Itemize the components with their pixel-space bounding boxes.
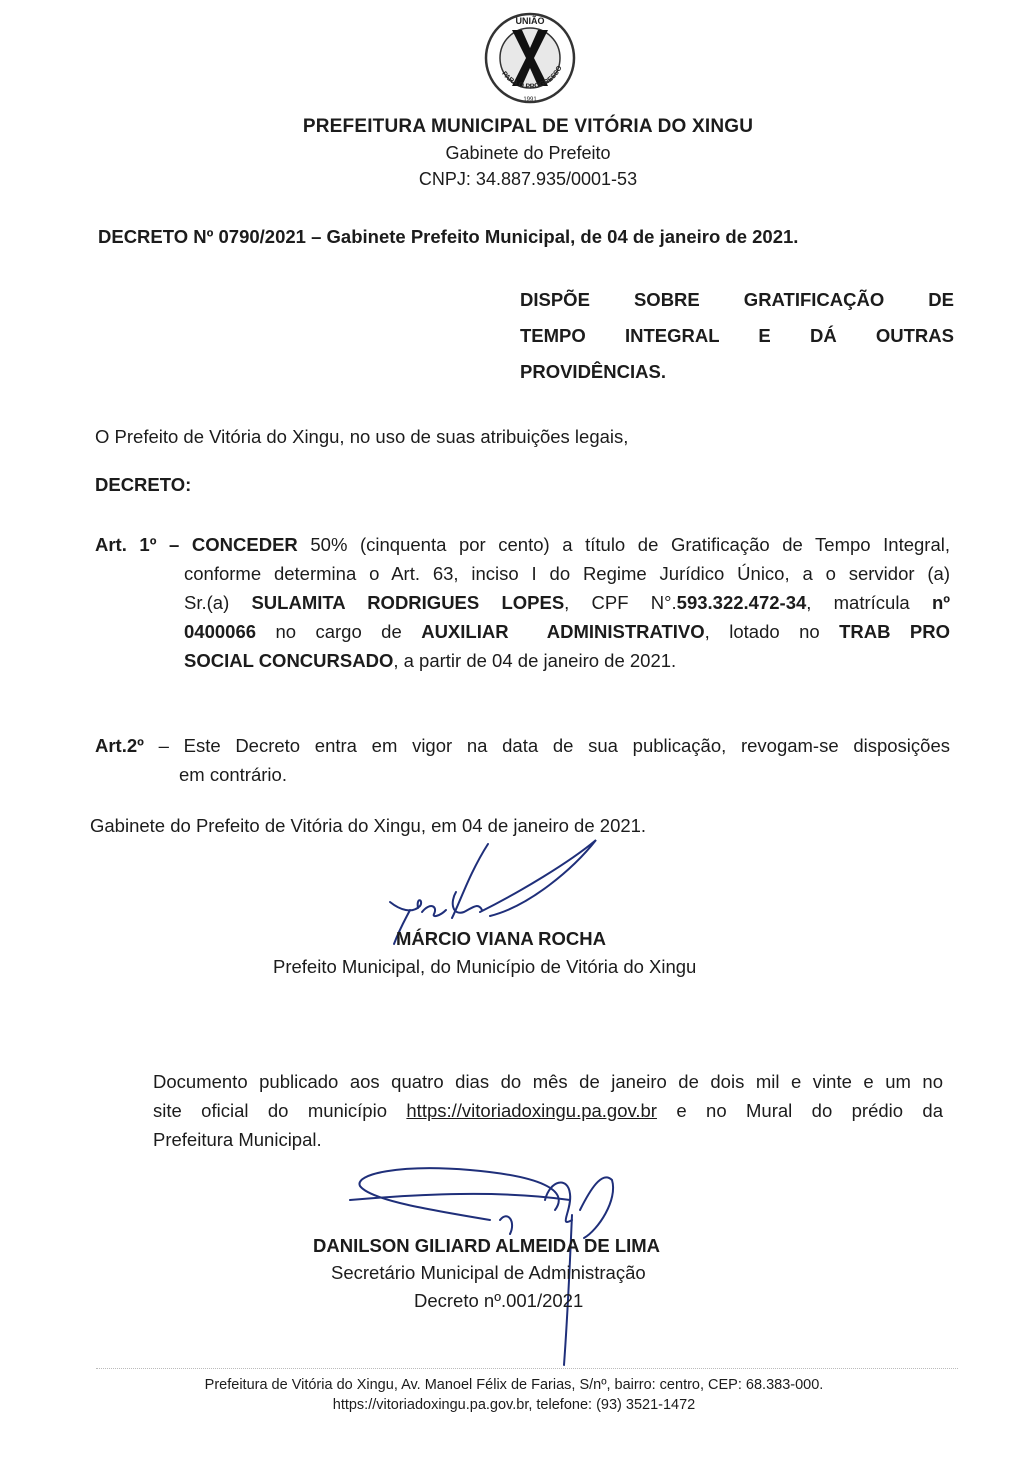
signatory-2-decree-ref: Decreto nº.001/2021 (414, 1290, 584, 1311)
lotacao-part-2: SOCIAL CONCURSADO (184, 650, 394, 671)
preamble: O Prefeito de Vitória do Xingu, no uso de suas atribuições legais, (95, 426, 629, 447)
municipal-seal-icon (480, 8, 580, 108)
ementa-line-2: TEMPO INTEGRAL E DÁ OUTRAS (520, 325, 954, 346)
publication-notice (153, 1067, 943, 1154)
art1-line-5: SOCIAL CONCURSADO, a partir de 04 de janeiro de 2021. (184, 650, 677, 671)
art1-line-3: Sr.(a) SULAMITA RODRIGUES LOPES, CPF N°.593.322.472-34, matrícula nº (184, 592, 951, 613)
art1-line1-text: 50% (cinquenta por cento) a título de Gratificação de Tempo Integral, (310, 534, 950, 555)
footer-contact: https://vitoriadoxingu.pa.gov.br, telefone: (93) 3521-1472 (332, 1397, 696, 1413)
lotacao-part-1: TRAB PRO (839, 621, 950, 642)
closing-line: Gabinete do Prefeito de Vitória do Xingu, em 04 de janeiro de 2021. (90, 815, 647, 836)
servant-cpf: 593.322.472-34 (676, 592, 807, 613)
servant-matricula: 0400066 (184, 621, 257, 642)
footer-divider (96, 1368, 958, 1369)
article-1 (95, 530, 950, 675)
header-title: PREFEITURA MUNICIPAL DE VITÓRIA DO XINGU (302, 116, 754, 137)
art2-line-1: Art.2º – Este Decreto entra em vigor na data de sua publicação, revogam-se disposições (95, 735, 950, 756)
ementa-line-1: DISPÕE SOBRE GRATIFICAÇÃO DE (520, 289, 954, 310)
decree-ementa (520, 282, 954, 390)
seal-year: 1991 (523, 97, 537, 103)
art1-line-1 (95, 530, 950, 559)
signatory-2-name: DANILSON GILIARD ALMEIDA DE LIMA (313, 1235, 661, 1256)
servant-cargo: AUXILIAR ADMINISTRATIVO (421, 621, 705, 642)
art1-label: Art. 1º – (95, 534, 180, 555)
art1-verb: CONCEDER (191, 534, 298, 555)
signatory-2-role: Secretário Municipal de Administração (331, 1262, 646, 1283)
art2-line-2: em contrário. (179, 764, 287, 785)
servant-name: SULAMITA RODRIGUES LOPES (251, 592, 565, 613)
municipality-website-link[interactable]: https://vitoriadoxingu.pa.gov.br (406, 1100, 657, 1121)
header-office: Gabinete do Prefeito (445, 143, 611, 163)
signatory-1-name: MÁRCIO VIANA ROCHA (396, 928, 607, 949)
article-2 (95, 731, 950, 789)
art1-line-4: 0400066 no cargo de AUXILIAR ADMINISTRATIVO, lotado no TRAB PRO (184, 621, 950, 642)
art1-line-2: conforme determina o Art. 63, inciso I do Regime Jurídico Único, a o servidor (a) (184, 563, 950, 584)
publication-line-2: site oficial do município https://vitoriadoxingu.pa.gov.br e no Mural do prédio da (153, 1100, 944, 1121)
decreto-label: DECRETO: (95, 474, 192, 495)
seal-top-text: UNIÃO (515, 16, 545, 26)
publication-line-3: Prefeitura Municipal. (153, 1129, 322, 1150)
ementa-line-3: PROVIDÊNCIAS. (520, 361, 666, 382)
seal-ring-text: PARA O PROGRESSO (500, 64, 564, 91)
header-cnpj: CNPJ: 34.887.935/0001-53 (418, 169, 638, 189)
art2-label: Art.2º (95, 735, 144, 756)
footer-address: Prefeitura de Vitória do Xingu, Av. Manoel Félix de Farias, S/nº, bairro: centro, CEP: 68.383-000. (204, 1377, 824, 1393)
publication-line-1: Documento publicado aos quatro dias do mês de janeiro de dois mil e vinte e um no (153, 1071, 943, 1092)
signatory-1-role: Prefeito Municipal, do Município de Vitória do Xingu (273, 956, 697, 977)
decree-title: DECRETO Nº 0790/2021 – Gabinete Prefeito Municipal, de 04 de janeiro de 2021. (98, 226, 799, 247)
